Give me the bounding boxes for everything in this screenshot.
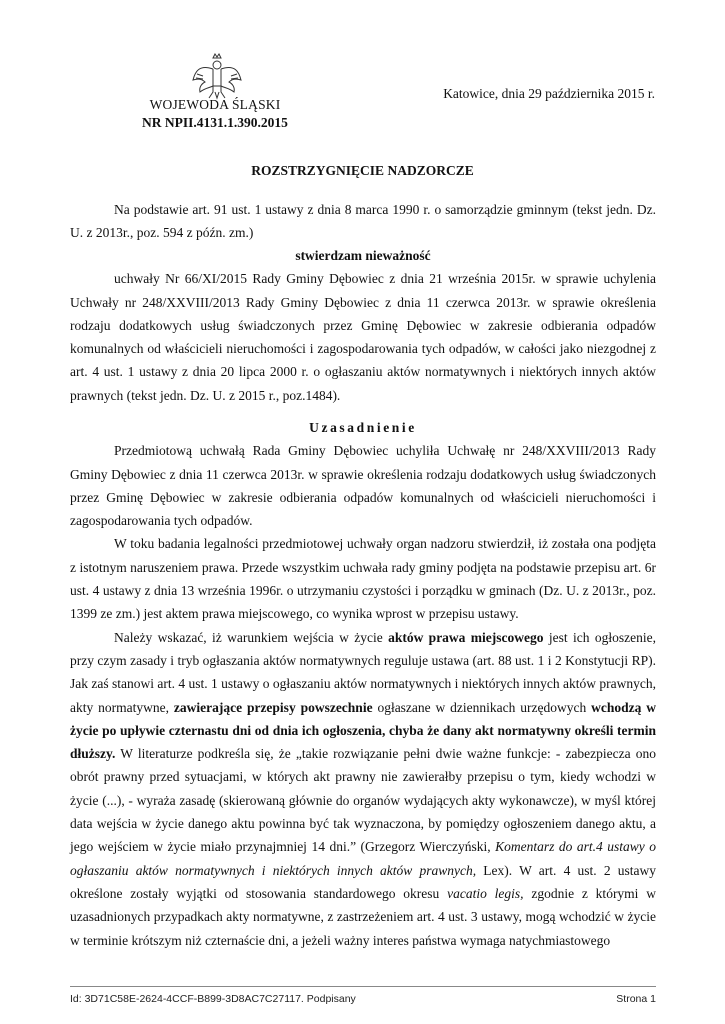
office-name: WOJEWODA ŚLĄSKI <box>149 97 281 112</box>
p3-text-e: ogłaszane w dziennikach urzędowych <box>372 699 592 715</box>
justification-heading: Uzasadnienie <box>309 420 417 435</box>
footer-page-number: Strona 1 <box>616 993 656 1005</box>
p3-text-c: jest ich ogłoszenie, przy czym zasady i tryb ogłaszania aktów normatywnych reguluje ustawa (art. 88 ust. 1 i 2 Konstytucji RP). Jak zaś stanowi art. 4 ust. 1 ustawy o ogłaszaniu aktów normatywnych i niektórych innych aktów prawnych, akty normatywne, <box>70 629 656 715</box>
p3-text-a: Należy wskazać, iż warunkiem wejścia w życie <box>114 629 389 645</box>
p3-bold-entry-into-force: wchodzą w życie po upływie czternastu dni od dnia ich ogłoszenia, chyba że dany akt normatywny określi termin dłuższy. <box>70 699 656 762</box>
ruling-paragraph: uchwały Nr 66/XI/2015 Rady Gminy Dębowiec z dnia 21 września 2015r. w sprawie uchylenia Uchwały nr 248/XXVIII/2013 Rady Gminy Dębowiec z dnia 11 czerwca 2013r. w sprawie określenia rodzaju dodatkowych usług świadczonych przez Gminę Dębowiec w zakresie odbierania odpadów komunalnych od właścicieli nieruchomości i zagospodarowania tych odpadów, w całości jako niezgodnej z art. 4 ust. 1 ustawy z dnia 20 lipca 2000 r. o ogłaszaniu aktów normatywnych i niektórych innych aktów prawnych (tekst jedn. Dz. U. z 2015 r., poz.1484). <box>70 271 656 403</box>
case-number: NR NPII.4131.1.390.2015 <box>142 115 288 130</box>
p3-text-i: Lex). W art. 4 ust. 2 ustawy określone zostały wyjątki od stosowania standardowego okresu <box>70 862 656 901</box>
legal-basis-section <box>70 198 656 245</box>
p3-bold-local-law: aktów prawa miejscowego <box>388 629 544 645</box>
justification-paragraph-1: Przedmiotową uchwałą Rada Gminy Dębowiec uchyliła Uchwałę nr 248/XXVIII/2013 Rady Gminy Dębowiec z dnia 11 czerwca 2013r. w sprawie określenia rodzaju dodatkowych usług świadczonych przez Gminę Dębowiec w zakresie odbierania odpadów komunalnych od właścicieli nieruchomości i zagospodarowania tych odpadów. <box>70 443 656 529</box>
p3-text-k: zgodnie z którymi w uzasadnionych przypadkach akty normatywne, z zastrzeżeniem art. 4 ust. 3 ustawy, mogą wchodzić w życie w terminie krótszym niż czternaście dni, a jeżeli ważny interes państwa wymaga natychmiastowego <box>70 885 656 948</box>
footer-document-id: Id: 3D71C58E-2624-4CCF-B899-3D8AC7C27117. Podpisany <box>70 993 356 1005</box>
ruling-heading: stwierdzam nieważność <box>295 248 431 263</box>
place-date: Katowice, dnia 29 października 2015 r. <box>443 86 655 101</box>
document-title: ROZSTRZYGNIĘCIE NADZORCZE <box>251 163 474 178</box>
p3-italic-commentary: Komentarz do art.4 ustawy o ogłaszaniu aktów normatywnych i niektórych innych aktów prawnych, <box>70 839 656 878</box>
justification-section <box>70 416 656 952</box>
footer-divider <box>70 986 656 987</box>
polish-eagle-emblem-icon <box>191 52 243 100</box>
p3-text-g: W literaturze podkreśla się, że „takie rozwiązanie pełni dwie ważne funkcje: - zabezpiecza ono obrót prawny przed sytuacjami, w których akt prawny nie zawierałby przepisu o tym, kiedy wchodzi w życie (...), - wyraża zasadę (skierowaną głównie do organów wydających akty wykonawcze), w myśl której data wejścia w życie danego aktu powinna być tak wyznaczona, by pomiędzy ogłoszeniem danego aktu, a jego wejściem w życie miało przynajmniej 14 dni.” (Grzegorz Wierczyński, <box>70 746 656 855</box>
ruling-section <box>70 244 656 407</box>
justification-paragraph-3 <box>70 626 656 952</box>
justification-paragraph-2: W toku badania legalności przedmiotowej uchwały organ nadzoru stwierdził, iż została ona podjęta z istotnym naruszeniem prawa. Przede wszystkim uchwała rady gminy podjęta na podstawie przepisu art. 6r ust. 4 ustawy z dnia 13 września 1996r. o utrzymaniu czystości i porządku w gminach (Dz. U. z 2013r., poz. 1399 ze zm.) jest aktem prawa miejscowego, co wynika wprost w przepisu ustawy. <box>70 536 656 622</box>
p3-bold-general-provisions: zawierające przepisy powszechnie <box>173 699 373 715</box>
legal-basis-paragraph: Na podstawie art. 91 ust. 1 ustawy z dnia 8 marca 1990 r. o samorządzie gminnym (tekst jedn. Dz. U. z 2013r., poz. 594 z późn. zm.) <box>70 202 656 241</box>
p3-italic-vacatio-legis: vacatio legis, <box>447 885 524 901</box>
